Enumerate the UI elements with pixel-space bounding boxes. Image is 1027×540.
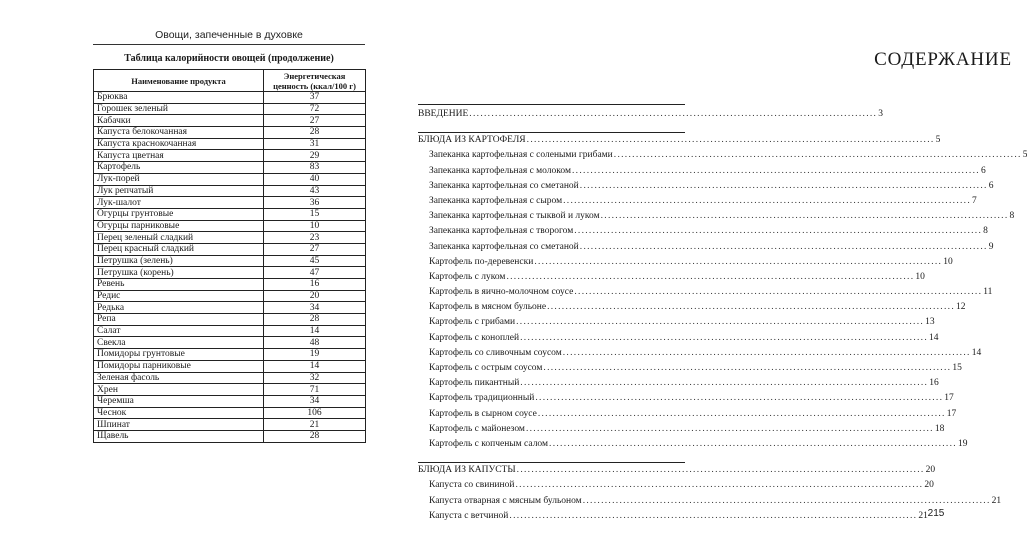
toc-entry-label: Запеканка картофельная с тыквой и луком [429,211,600,222]
toc-entry-label: Картофель в сырном соусе [429,408,537,419]
table-row [94,220,366,232]
toc-entry-label: Картофель по-деревенски [429,256,534,267]
product-name-cell: Петрушка (корень) [94,267,264,279]
toc-entry-label: Капуста с ветчиной [429,510,509,521]
toc-entry-label: Запеканка картофельная с сыром [429,195,563,206]
toc-dot-leader [516,315,924,330]
page-number: 215 [927,508,945,519]
column-header-energy: Энергетическая ценность (ккал/100 г) [264,70,366,92]
table-row [94,150,366,162]
toc-section-entry [418,133,941,148]
toc-page-number: 19 [957,438,968,449]
toc-dot-leader [572,164,980,179]
table-row [94,395,366,407]
toc-page-number: 8 [1009,211,1015,222]
toc-entry [418,509,928,524]
product-name-cell: Брюква [94,92,264,104]
product-name-cell: Ревень [94,279,264,291]
toc-entry [418,391,954,406]
table-row [94,430,366,442]
toc-entry [418,285,993,300]
toc-page-number: 11 [983,287,993,298]
energy-value-cell: 34 [264,302,366,314]
toc-dot-leader [547,300,955,315]
table-row [94,372,366,384]
toc-page-number: 21 [918,510,928,521]
product-name-cell: Свекла [94,337,264,349]
toc-entry [418,331,939,346]
running-header: Овощи, запеченные в духовке [155,29,303,41]
toc-dot-leader [520,331,928,346]
energy-value-cell: 40 [264,173,366,185]
product-name-cell: Огурцы грунтовые [94,208,264,220]
toc-entry-label: Картофель с коноплей [429,332,520,343]
toc-page-number: 8 [983,226,988,237]
product-name-cell: Картофель [94,162,264,174]
toc-page-number: 12 [956,302,966,313]
toc-dot-leader [543,361,951,376]
product-name-cell: Репа [94,314,264,326]
table-row [94,419,366,431]
table-row [94,173,366,185]
energy-value-cell: 29 [264,150,366,162]
toc-entry-label: Запеканка картофельная с солеными грибами [429,150,613,161]
toc-dot-leader [574,285,982,300]
toc-entry-label: Запеканка картофельная с творогом [429,226,574,237]
calorie-table [93,69,366,443]
toc-entry [418,255,953,270]
toc-entry [418,494,1002,509]
energy-value-cell: 31 [264,138,366,150]
energy-value-cell: 106 [264,407,366,419]
energy-value-cell: 37 [264,92,366,104]
toc-entry-label: Картофель с острым соусом [429,363,543,373]
toc-entry [418,422,945,437]
energy-value-cell: 28 [264,127,366,139]
toc-entry-label: БЛЮДА ИЗ КАПУСТЫ [418,465,516,476]
product-name-cell: Перец зеленый сладкий [94,232,264,244]
calorie-table-body [94,92,366,443]
table-row [94,127,366,139]
energy-value-cell: 14 [264,325,366,337]
column-header-product: Наименование продукта [94,70,264,92]
toc-entry [418,179,994,194]
table-row [94,103,366,115]
table-row [94,302,366,314]
toc-heading: СОДЕРЖАНИЕ [874,49,1012,70]
product-name-cell: Капуста белокочанная [94,127,264,139]
toc-page-number: 20 [924,480,934,491]
toc-page-number: 3 [878,109,883,119]
toc-page-number: 21 [991,495,1002,506]
toc-dot-leader [583,494,991,509]
toc-entry-label: Картофель со сливочным соусом [429,347,562,358]
toc-dot-leader [509,509,917,524]
table-row [94,232,366,244]
energy-value-cell: 48 [264,337,366,349]
table-row [94,197,366,209]
toc-entry [418,315,935,330]
energy-value-cell: 27 [264,115,366,127]
toc-page-number: 10 [943,256,953,267]
table-row [94,349,366,361]
energy-value-cell: 20 [264,290,366,302]
table-title: Таблица калорийности овощей (продолжение) [124,53,334,64]
table-row [94,115,366,127]
table-row [94,290,366,302]
toc-page-number: 20 [925,465,936,476]
toc-entry [418,148,1027,163]
product-name-cell: Лук-шалот [94,197,264,209]
product-name-cell: Хрен [94,384,264,396]
toc-entry [418,376,939,391]
table-row [94,360,366,372]
toc-page-number: 16 [929,378,939,389]
table-row [94,279,366,291]
energy-value-cell: 34 [264,395,366,407]
toc-dot-leader [520,376,928,391]
toc-dot-leader [549,437,957,452]
toc-entry [418,300,966,315]
toc-section-entry [418,107,883,122]
product-name-cell: Капуста краснокочанная [94,138,264,150]
table-row [94,208,366,220]
toc-entry-label: Картофель в мясном бульоне [429,302,547,313]
toc-entry-label: Картофель с майонезом [429,423,525,434]
toc-entry-label: Капуста отварная с мясным бульоном [429,495,582,506]
toc-entry [418,209,1015,224]
toc-dot-leader [469,107,877,122]
table-row [94,325,366,337]
table-row [94,267,366,279]
energy-value-cell: 83 [264,162,366,174]
table-row [94,314,366,326]
toc-dot-leader [515,478,923,493]
energy-value-cell: 27 [264,243,366,255]
toc-entry [418,224,988,239]
toc-entry [418,270,925,285]
table-row [94,384,366,396]
product-name-cell: Лук репчатый [94,185,264,197]
toc-section-rule [418,104,685,105]
table-row [94,138,366,150]
table-row [94,255,366,267]
product-name-cell: Шпинат [94,419,264,431]
table-row [94,92,366,104]
toc-entry [418,164,986,179]
toc-dot-leader [601,209,1009,224]
toc-page-number: 18 [934,423,945,434]
toc-entry-label: Картофель пикантный [429,378,520,389]
toc-entry [418,407,957,422]
product-name-cell: Перец красный сладкий [94,243,264,255]
toc-entry-label: Картофель в яично-молочном соусе [429,287,574,298]
product-name-cell: Зеленая фасоль [94,372,264,384]
product-name-cell: Капуста цветная [94,150,264,162]
toc-dot-leader [574,224,982,239]
toc-entry-label: Капуста со свининой [429,480,515,491]
toc-dot-leader [535,391,943,406]
toc-section-entry [418,463,936,478]
table-row [94,407,366,419]
toc-entry [418,361,962,376]
toc-entry-label: Картофель с копченым салом [429,438,549,449]
toc-entry [418,478,934,493]
toc-page-number: 7 [972,195,977,206]
toc-page-number: 5 [1022,150,1027,161]
product-name-cell: Помидоры грунтовые [94,349,264,361]
toc-page-number: 6 [980,165,986,176]
energy-value-cell: 45 [264,255,366,267]
toc-page-number: 10 [915,271,925,282]
product-name-cell: Кабачки [94,115,264,127]
energy-value-cell: 72 [264,103,366,115]
product-name-cell: Салат [94,325,264,337]
product-name-cell: Редька [94,302,264,314]
product-name-cell: Петрушка (зелень) [94,255,264,267]
toc-dot-leader [517,463,925,478]
toc-entry [418,240,994,255]
toc-page-number: 13 [925,317,935,328]
product-name-cell: Чеснок [94,407,264,419]
energy-value-cell: 43 [264,185,366,197]
energy-value-cell: 47 [264,267,366,279]
table-row [94,162,366,174]
left-page [0,0,381,540]
toc-entry [418,437,968,452]
toc-dot-leader [526,422,934,437]
table-row [94,243,366,255]
product-name-cell: Редис [94,290,264,302]
energy-value-cell: 32 [264,372,366,384]
energy-value-cell: 19 [264,349,366,361]
toc-entry-label: Картофель с грибами [429,317,516,328]
energy-value-cell: 28 [264,314,366,326]
toc-dot-leader [527,133,935,148]
toc-page-number: 5 [935,135,941,146]
table-header-row [94,70,366,92]
toc-dot-leader [563,346,971,361]
toc-entry-label: Картофель традиционный [429,393,535,404]
header-rule [93,44,365,45]
toc-entry-label: БЛЮДА ИЗ КАРТОФЕЛЯ [418,135,526,146]
toc-dot-leader [580,179,988,194]
toc-entry-label: Запеканка картофельная со сметаной [429,180,579,191]
product-name-cell: Огурцы парниковые [94,220,264,232]
product-name-cell: Щавель [94,430,264,442]
toc-entry-label: Запеканка картофельная со сметаной [429,241,579,252]
table-row [94,185,366,197]
toc-entry [418,194,977,209]
toc-entry-label: Картофель с луком [429,271,506,282]
toc-dot-leader [614,148,1022,163]
table-row [94,337,366,349]
toc-page-number: 17 [946,408,957,419]
product-name-cell: Горошек зеленый [94,103,264,115]
toc-page-number: 14 [971,347,982,358]
toc-dot-leader [506,270,914,285]
energy-value-cell: 71 [264,384,366,396]
energy-value-cell: 16 [264,279,366,291]
toc-page-number: 6 [988,180,994,191]
toc-dot-leader [538,407,946,422]
toc-entry-label: Запеканка картофельная с молоком [429,165,571,176]
product-name-cell: Черемша [94,395,264,407]
toc-dot-leader [563,194,971,209]
energy-value-cell: 23 [264,232,366,244]
toc-dot-leader [580,240,988,255]
energy-value-cell: 21 [264,419,366,431]
toc-page-number: 17 [944,393,954,404]
toc-page-number: 15 [952,363,962,373]
toc-dot-leader [534,255,942,270]
energy-value-cell: 10 [264,220,366,232]
product-name-cell: Помидоры парниковые [94,360,264,372]
energy-value-cell: 14 [264,360,366,372]
toc-page-number: 9 [988,241,994,252]
toc-entry [418,346,982,361]
energy-value-cell: 15 [264,208,366,220]
product-name-cell: Лук-порей [94,173,264,185]
toc-entry-label: ВВЕДЕНИЕ [418,109,469,119]
energy-value-cell: 36 [264,197,366,209]
energy-value-cell: 28 [264,430,366,442]
toc-page-number: 14 [929,332,939,343]
